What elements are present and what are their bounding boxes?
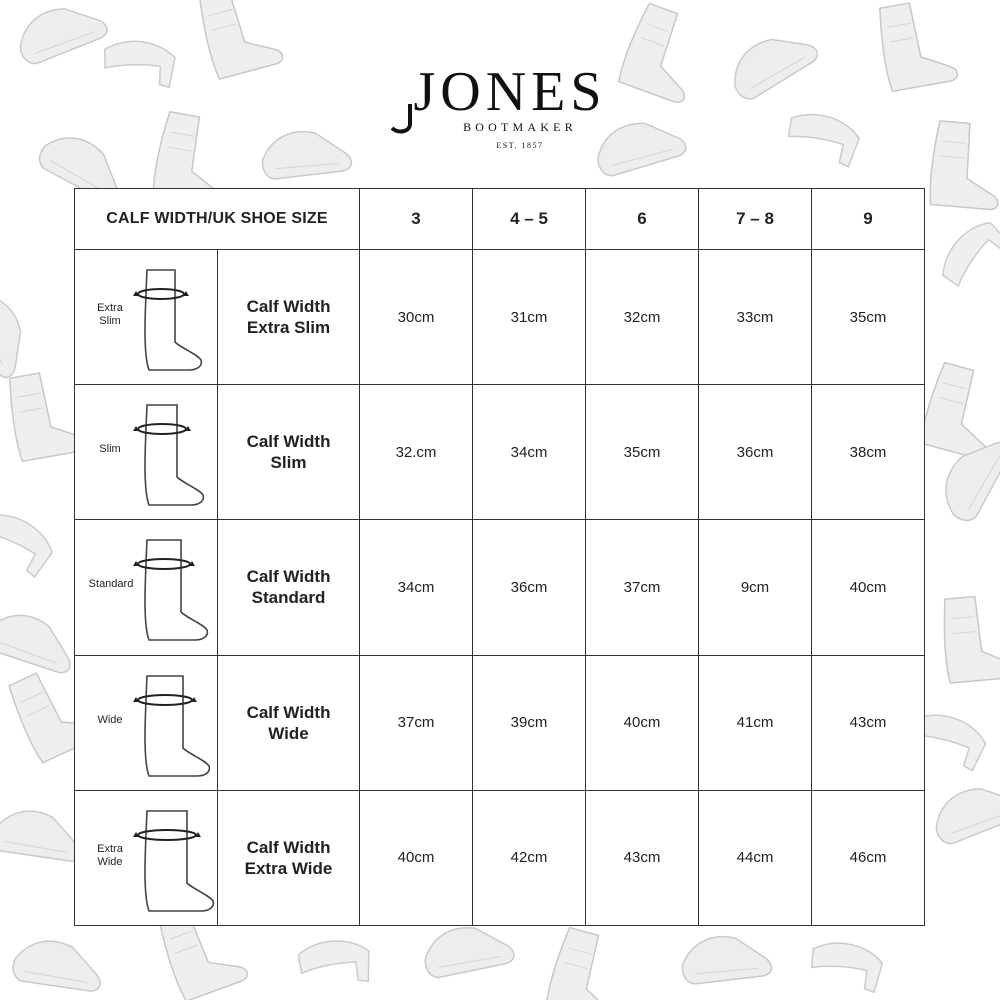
- jones-logo: [380, 61, 620, 164]
- pattern-top-right: [591, 0, 1000, 210]
- calf-width-value: 34cm: [360, 520, 473, 655]
- calf-width-label: [218, 655, 360, 790]
- logo-hook-icon: [388, 104, 418, 134]
- fit-icon-cell: [75, 520, 218, 655]
- fit-icon-label-line: Slim: [99, 315, 121, 327]
- header-row: [75, 189, 925, 250]
- calf-width-label-line: Wide: [268, 723, 309, 743]
- calf-width-value: 33cm: [699, 250, 812, 385]
- size-header: 9: [812, 189, 925, 250]
- fit-icon-cell: [75, 655, 218, 790]
- size-chart-table: [74, 188, 925, 926]
- calf-width-label-line: Calf Width: [246, 837, 331, 857]
- table-row: [75, 385, 925, 520]
- calf-width-value: 30cm: [360, 250, 473, 385]
- calf-width-value: 42cm: [473, 790, 586, 925]
- calf-width-label-line: Standard: [251, 588, 326, 608]
- calf-width-value: 41cm: [699, 655, 812, 790]
- calf-width-value: 40cm: [586, 655, 699, 790]
- size-header: 7 – 8: [699, 189, 812, 250]
- fit-icon-label-line: Standard: [88, 578, 134, 591]
- table-row: [75, 520, 925, 655]
- calf-width-value: 9cm: [699, 520, 812, 655]
- size-header: 3: [360, 189, 473, 250]
- calf-width-value: 32cm: [586, 250, 699, 385]
- calf-width-label: [218, 385, 360, 520]
- calf-width-value: 34cm: [473, 385, 586, 520]
- brand-name: JONES: [413, 61, 607, 123]
- table-row: [75, 250, 925, 385]
- fit-icon-label-line: Wide: [97, 713, 123, 726]
- fit-icon-label-line: Extra: [97, 842, 123, 855]
- calf-width-label-line: Calf Width: [246, 567, 331, 587]
- boot-extra-slim-icon: [125, 264, 220, 374]
- calf-width-label-line: Calf Width: [246, 432, 331, 452]
- boot-standard-icon: [125, 534, 220, 644]
- calf-width-value: 35cm: [812, 250, 925, 385]
- pattern-top-left: [11, 0, 352, 207]
- calf-width-value: 44cm: [699, 790, 812, 925]
- table-row: [75, 790, 925, 925]
- fit-icon-cell: [75, 385, 218, 520]
- fit-icon-cell: [75, 250, 218, 385]
- calf-width-value: 39cm: [473, 655, 586, 790]
- calf-width-value: 40cm: [812, 520, 925, 655]
- calf-width-label-line: Extra Slim: [246, 318, 331, 338]
- corner-header: CALF WIDTH/UK SHOE SIZE: [75, 189, 360, 250]
- calf-width-value: 31cm: [473, 250, 586, 385]
- fit-icon-label-line: Slim: [99, 443, 121, 456]
- boot-slim-icon: [125, 399, 220, 509]
- size-header: 4 – 5: [473, 189, 586, 250]
- brand-established: EST. 1857: [496, 141, 544, 150]
- calf-width-value: 35cm: [586, 385, 699, 520]
- calf-width-value: 32.cm: [360, 385, 473, 520]
- calf-width-value: 46cm: [812, 790, 925, 925]
- calf-width-label-line: Calf Width: [246, 702, 331, 722]
- calf-width-label: [218, 250, 360, 385]
- calf-width-label: [218, 520, 360, 655]
- calf-width-value: 37cm: [586, 520, 699, 655]
- brand-subtitle: BOOTMAKER: [463, 120, 577, 134]
- fit-icon-cell: [75, 790, 218, 925]
- fit-icon-label-line: Wide: [97, 855, 123, 868]
- calf-width-value: 40cm: [360, 790, 473, 925]
- calf-width-value: 43cm: [812, 655, 925, 790]
- size-header: 6: [586, 189, 699, 250]
- calf-width-label-line: Extra Wide: [244, 858, 333, 878]
- calf-width-label-line: Slim: [270, 453, 307, 473]
- table-row: [75, 655, 925, 790]
- boot-wide-icon: [125, 670, 220, 780]
- calf-width-value: 37cm: [360, 655, 473, 790]
- calf-width-value: 38cm: [812, 385, 925, 520]
- fit-icon-label-line: Extra: [97, 302, 123, 314]
- calf-width-label: [218, 790, 360, 925]
- calf-width-value: 43cm: [586, 790, 699, 925]
- calf-width-label-line: Calf Width: [246, 297, 331, 317]
- calf-width-value: 36cm: [473, 520, 586, 655]
- boot-extra-wide-icon: [125, 805, 220, 915]
- calf-width-value: 36cm: [699, 385, 812, 520]
